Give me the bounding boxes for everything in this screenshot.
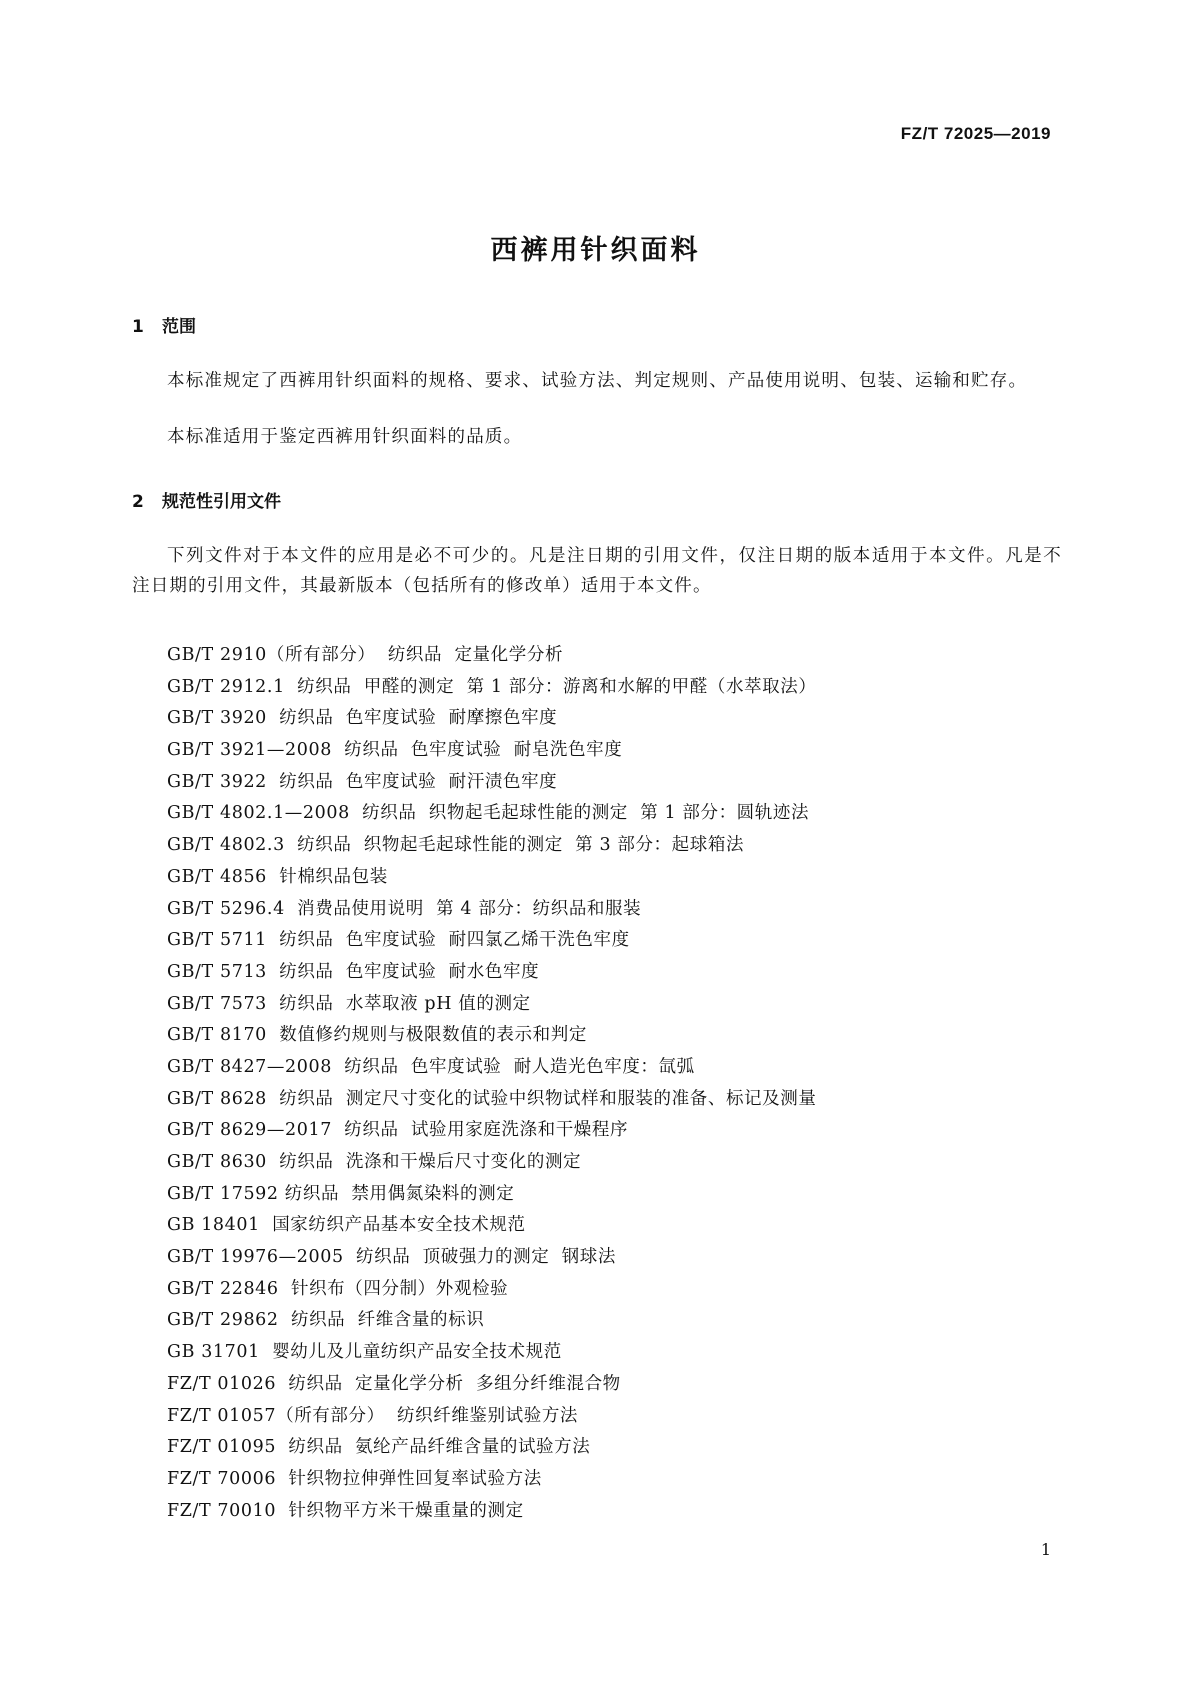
section-title: 范围 [162,317,196,337]
scope-paragraph-1: 本标准规定了西裤用针织面料的规格、要求、试验方法、判定规则、产品使用说明、包装、运输和贮存。 [167,371,1028,391]
section-number: 2 [132,492,144,512]
reference-item: GB/T 29862 纺织品 纤维含量的标识 [167,1310,485,1331]
normative-references-list [167,640,816,1527]
page-number: 1 [1040,1540,1051,1559]
reference-item: GB/T 8628 纺织品 测定尺寸变化的试验中织物试样和服装的准备、标记及测量 [167,1088,817,1109]
reference-item: GB/T 4802.1—2008 纺织品 织物起毛起球性能的测定 第 1 部分：圆轨迹法 [167,803,810,824]
section-number: 1 [132,317,144,337]
reference-item: GB/T 2910（所有部分） 纺织品 定量化学分析 [167,645,564,665]
standard-code: FZ/T 72025—2019 [900,124,1051,143]
reference-item: GB/T 17592 纺织品 禁用偶氮染料的测定 [167,1183,515,1204]
section-heading-references [132,487,281,512]
references-intro-paragraph: 下列文件对于本文件的应用是必不可少的。凡是注日期的引用文件，仅注日期的版本适用于本文件。凡是不注日期的引用文件，其最新版本（包括所有的修改单）适用于本文件。 [132,546,1062,596]
reference-item: GB/T 8427—2008 纺织品 色牢度试验 耐人造光色牢度：氙弧 [167,1056,695,1077]
reference-item: GB/T 19976—2005 纺织品 顶破强力的测定 钢球法 [167,1247,616,1268]
reference-item: FZ/T 70006 针织物拉伸弹性回复率试验方法 [167,1468,542,1489]
reference-item: GB/T 4856 针棉织品包装 [167,866,388,887]
reference-item: GB/T 3920 纺织品 色牢度试验 耐摩擦色牢度 [167,708,558,729]
reference-item: GB/T 22846 针织布（四分制）外观检验 [167,1278,509,1299]
reference-item: GB/T 3922 纺织品 色牢度试验 耐汗渍色牢度 [167,771,558,792]
document-title: 西裤用针织面料 [490,235,701,266]
reference-item: GB 18401 国家纺织产品基本安全技术规范 [167,1215,526,1236]
reference-item: GB/T 8630 纺织品 洗涤和干燥后尺寸变化的测定 [167,1152,582,1172]
scope-paragraph-2: 本标准适用于鉴定西裤用针织面料的品质。 [167,427,523,447]
reference-item: FZ/T 70010 针织物平方米干燥重量的测定 [167,1500,524,1521]
reference-item: GB/T 8629—2017 纺织品 试验用家庭洗涤和干燥程序 [167,1120,629,1141]
reference-item: GB/T 8170 数值修约规则与极限数值的表示和判定 [167,1025,587,1046]
section-heading-scope [132,312,196,337]
reference-item: FZ/T 01057（所有部分） 纺织纤维鉴别试验方法 [167,1405,579,1426]
reference-item: GB/T 2912.1 纺织品 甲醛的测定 第 1 部分：游离和水解的甲醛（水萃取法） [167,676,817,697]
reference-item: GB/T 7573 纺织品 水萃取液 pH 值的测定 [167,993,531,1014]
reference-item: GB/T 4802.3 纺织品 织物起毛起球性能的测定 第 3 部分：起球箱法 [167,835,745,856]
reference-item: GB/T 5713 纺织品 色牢度试验 耐水色牢度 [167,961,540,982]
reference-item: GB/T 3921—2008 纺织品 色牢度试验 耐皂洗色牢度 [167,740,623,761]
reference-item: FZ/T 01026 纺织品 定量化学分析 多组分纤维混合物 [167,1373,621,1394]
reference-item: GB/T 5296.4 消费品使用说明 第 4 部分：纺织品和服装 [167,898,642,919]
reference-item: GB/T 5711 纺织品 色牢度试验 耐四氯乙烯干洗色牢度 [167,930,630,951]
reference-item: GB 31701 婴幼儿及儿童纺织产品安全技术规范 [167,1342,562,1363]
reference-item: FZ/T 01095 纺织品 氨纶产品纤维含量的试验方法 [167,1437,591,1458]
section-title: 规范性引用文件 [162,492,281,512]
